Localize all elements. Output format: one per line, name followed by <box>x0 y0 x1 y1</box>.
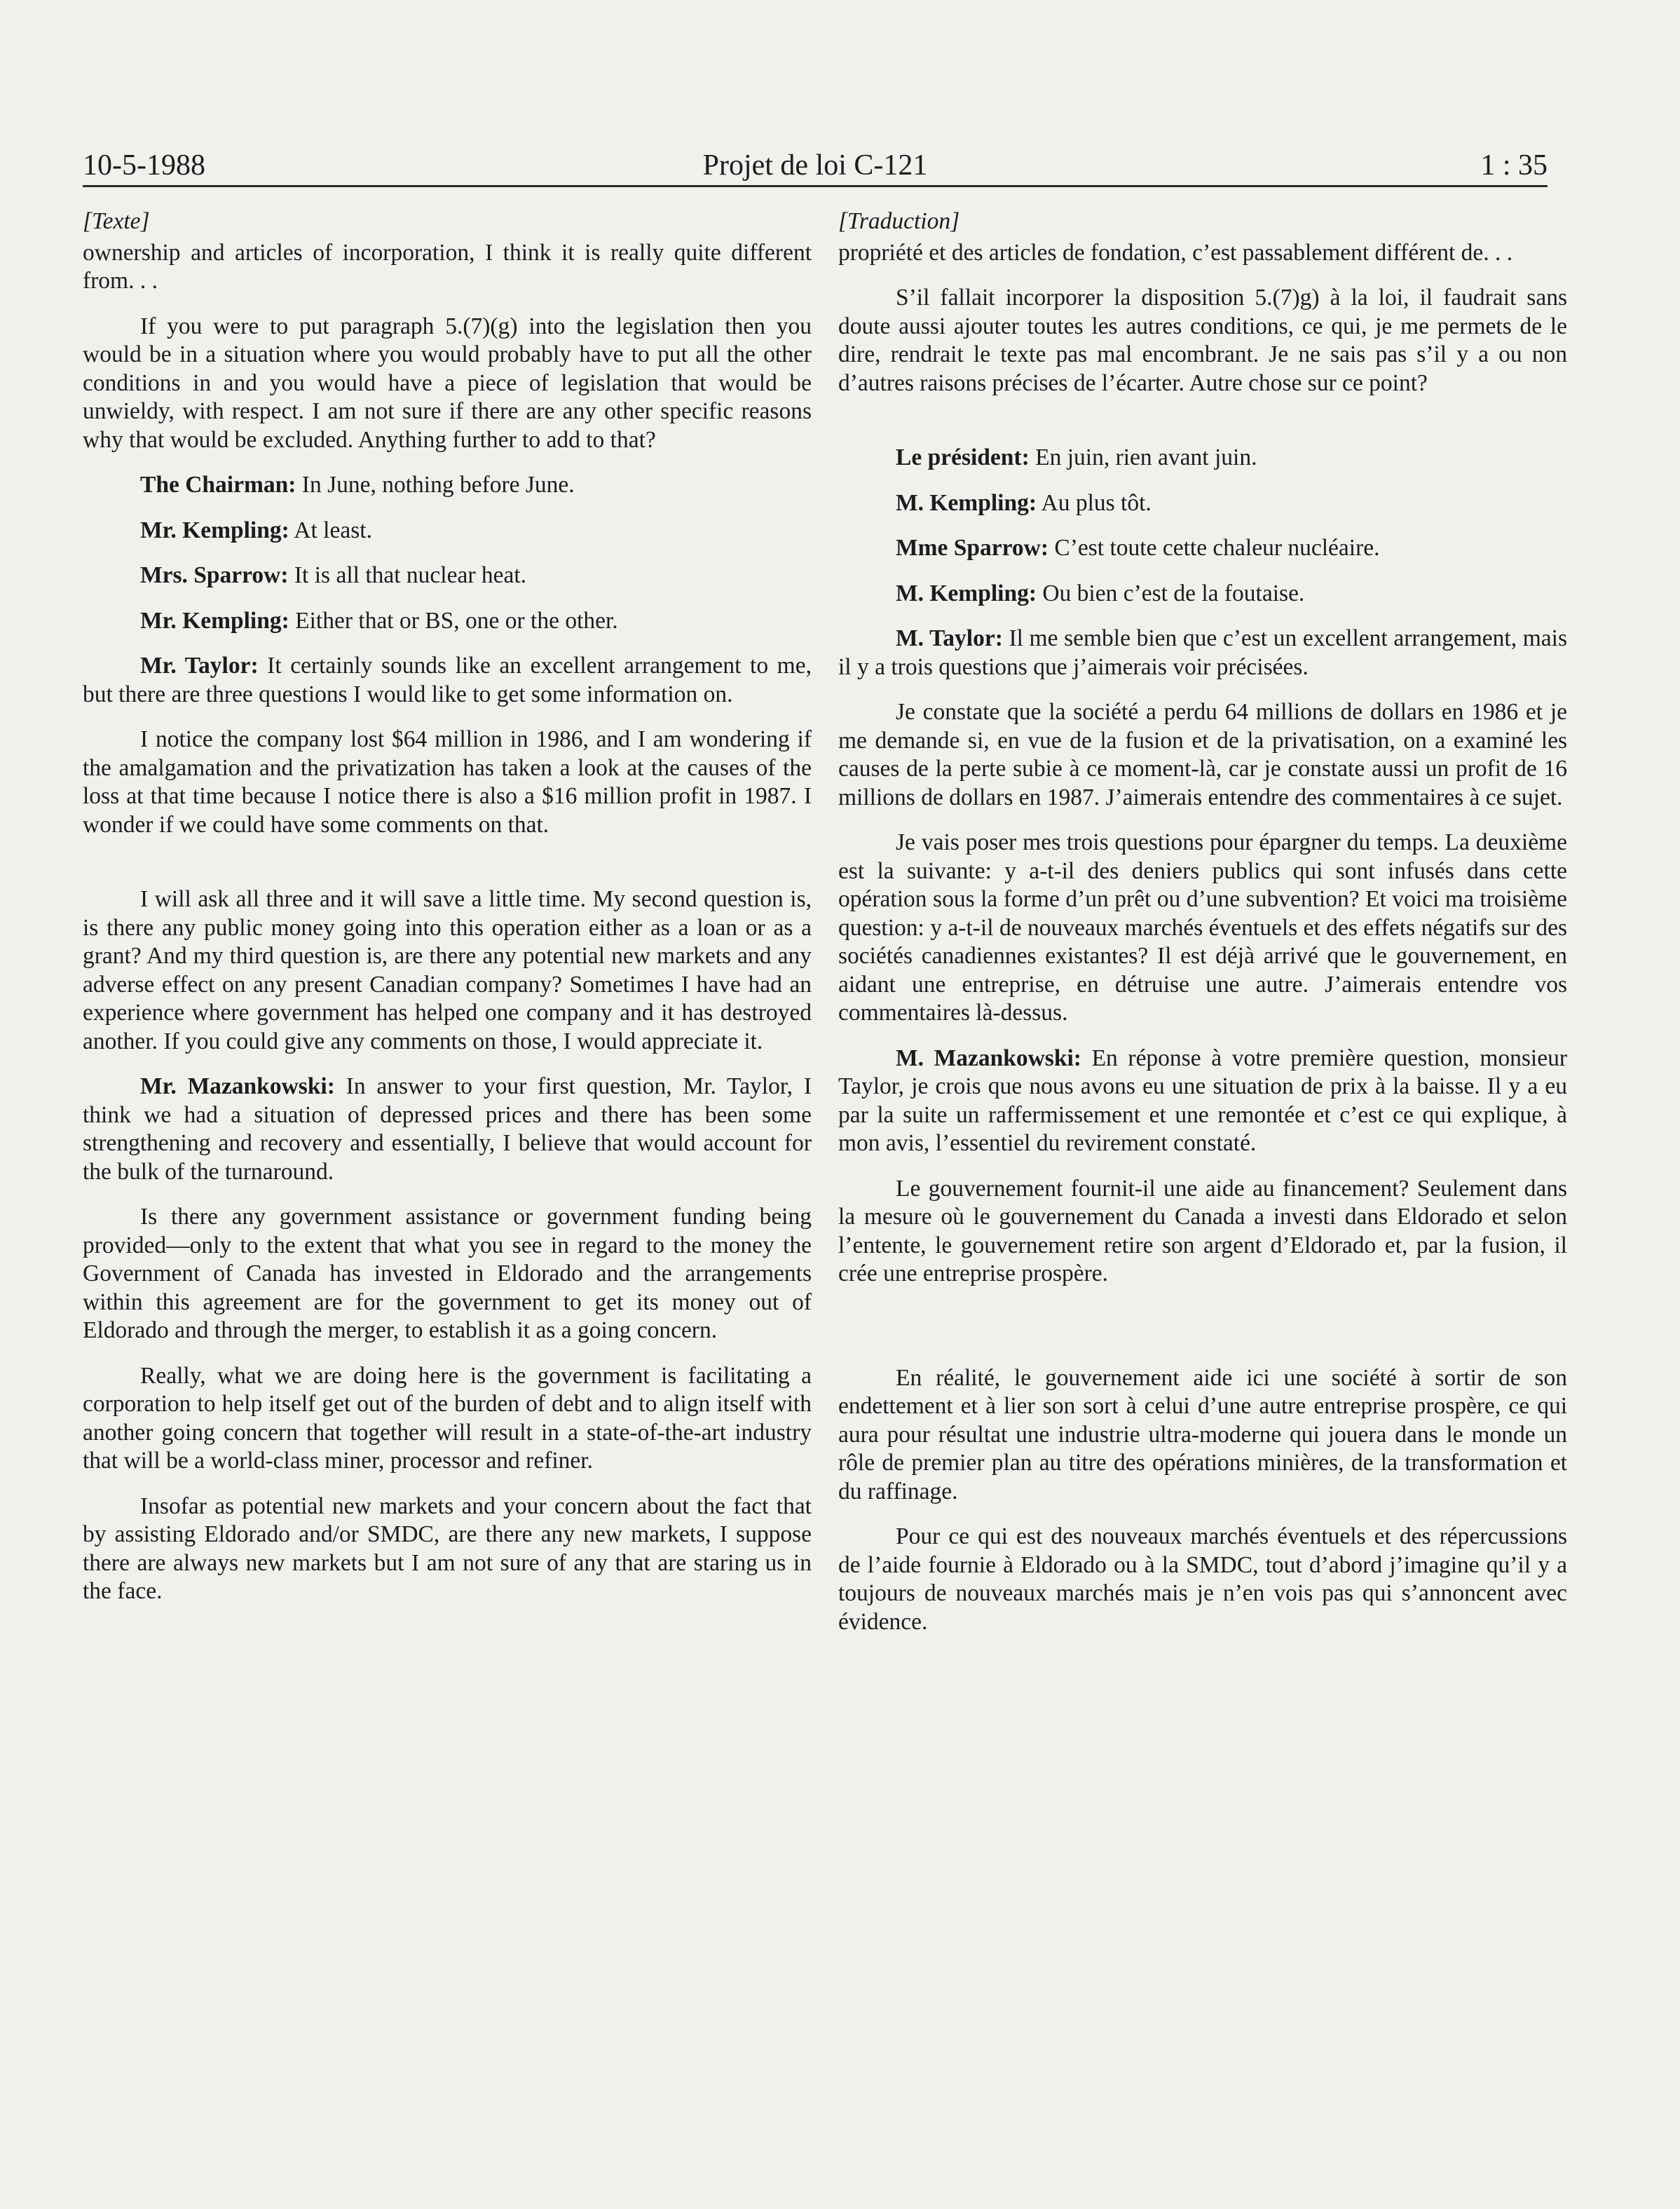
speaker-line <box>83 471 812 500</box>
paragraph: If you were to put paragraph 5.(7)(g) into the legislation then you would be in a situation where you would probably have to put all the other conditions in and you would have a piece of legislation that would be unwieldy, with respect. I am not sure if there are any other specific reasons why that would be excluded. Anything further to add to that? <box>83 313 812 453</box>
paragraph: Insofar as potential new markets and your concern about the fact that by assisting Eldorado and/or SMDC, are there any new markets, I suppose there are always new markets but I am not sure of any that are staring us in the face. <box>83 1493 812 1604</box>
speaker-line <box>838 489 1567 518</box>
speaker-text: In June, nothing before June. <box>296 472 575 498</box>
column-tag: [Traduction] <box>838 208 960 234</box>
speaker-name: M. Taylor: <box>896 625 1003 651</box>
speaker-line <box>838 580 1567 609</box>
speaker-text: Il me semble bien que c’est un excellent arrangement, mais il y a trois questions que j’aimerais voir précisées. <box>838 625 1567 680</box>
header-date: 10-5-1988 <box>83 149 205 182</box>
paragraph: En réalité, le gouvernement aide ici une société à sortir de son endettement et à lier son sort à celui d’une autre entreprise prospère, ce qui aura pour résultat une industrie ultra-moderne qui jouera dans le monde un rôle de premier plan au titre des opérations minières, de la transformation et du raffinage. <box>838 1364 1567 1504</box>
speaker-line <box>838 534 1567 563</box>
page-header <box>83 146 1548 188</box>
speaker-line <box>838 625 1567 681</box>
speaker-name: M. Kempling: <box>896 580 1037 606</box>
paragraph: I will ask all three and it will save a little time. My second question is, is there any public money going into this operation either as a loan or as a grant? And my third question is, are there any potential new markets and any adverse effect on any present Canadian company? Sometimes I have had an experience where government has helped one company and it has destroyed another. If you could give any comments on those, I would appreciate it. <box>83 886 812 1054</box>
speaker-name: Mr. Kempling: <box>140 517 289 543</box>
speaker-name: The Chairman: <box>140 472 296 498</box>
speaker-line <box>838 1045 1567 1158</box>
speaker-text: En juin, rien avant juin. <box>1029 444 1257 470</box>
spacer <box>838 414 1567 444</box>
paragraph: Is there any government assistance or government funding being provided—only to the extent that what you see in regard to the money the Government of Canada has invested in Eldorado and the arrangements within this agreement are for the government to get its money out of Eldorado and through the merger, to establish it as a going concern. <box>83 1204 812 1343</box>
header-title: Projet de loi C-121 <box>702 149 928 182</box>
speaker-text: Au plus tôt. <box>1036 489 1152 516</box>
speaker-line <box>83 652 812 709</box>
speaker-name: M. Kempling: <box>896 489 1037 516</box>
speaker-text: It certainly sounds like an excellent arrangement to me, but there are three questions I would like to get some information on. <box>83 653 812 707</box>
speaker-text: C’est toute cette chaleur nucléaire. <box>1049 535 1380 561</box>
english-column <box>83 208 812 1623</box>
speaker-text: In answer to your first question, Mr. Taylor, I think we had a situation of depressed prices and there has been some strengthening and recovery and essentially, I believe that would account for the bulk of the turnaround. <box>83 1073 812 1185</box>
paragraph: ownership and articles of incorporation, I think it is really quite different from. . . <box>83 239 812 294</box>
speaker-text: It is all that nuclear heat. <box>288 562 527 588</box>
paragraph: S’il fallait incorporer la disposition 5.(7)g) à la loi, il faudrait sans doute aussi ajouter toutes les autres conditions, ce qui, je me permets de le dire, rendrait le texte pas mal encombrant. Je ne sais pas s’il y a ou non d’autres raisons précises de l’écarter. Autre chose sur ce point? <box>838 285 1567 396</box>
speaker-line <box>838 444 1567 473</box>
speaker-name: M. Mazankowski: <box>896 1045 1081 1071</box>
header-page-number: 1 : 35 <box>1480 149 1548 182</box>
french-column <box>838 208 1567 1653</box>
paragraph: Really, what we are doing here is the government is facilitating a corporation to help itself get out of the burden of debt and to align itself with another going concern that together will result in a state-of-the-art industry that will be a world-class miner, processor and refiner. <box>83 1362 812 1474</box>
speaker-name: Mrs. Sparrow: <box>140 562 289 588</box>
column-tag: [Texte] <box>83 208 150 234</box>
speaker-text: En réponse à votre première question, monsieur Taylor, je crois que nous avons eu une situation de prix à la baisse. Il y a eu par la suite un raffermissement et une remontée et c’est ce qui explique, à mon avis, l’essentiel du revirement constaté. <box>838 1045 1567 1156</box>
speaker-line <box>83 607 812 636</box>
paragraph: I notice the company lost $64 million in 1986, and I am wondering if the amalgamation and the privatization has taken a look at the causes of the loss at that time because I notice there is also a $16 million profit in 1987. I wonder if we could have some comments on that. <box>83 726 812 838</box>
speaker-text: At least. <box>289 517 372 543</box>
speaker-line <box>83 517 812 545</box>
spacer <box>83 856 812 885</box>
paragraph: Je vais poser mes trois questions pour épargner du temps. La deuxième est la suivante: y a-t-il des deniers publics qui sont infusés dans cette opération sous la forme d’un prêt ou d’une subvention? Et voici ma troisième question: y a-t-il de nouveaux marchés éventuels et des effets négatifs sur des sociétés canadiennes existantes? Il est déjà arrivé que le gouvernement, en aidant une entreprise, en détruise une autre. J’aimerais entendre vos commentaires là-dessus. <box>838 829 1567 1026</box>
spacer <box>838 1305 1567 1364</box>
speaker-name: Le président: <box>896 444 1030 470</box>
speaker-text: Either that or BS, one or the other. <box>289 607 618 634</box>
paragraph: propriété et des articles de fondation, c’est passablement différent de. . . <box>838 239 1513 266</box>
paragraph: Je constate que la société a perdu 64 millions de dollars en 1986 et je me demande si, en vue de la fusion et de la privatisation, on a examiné les causes de la perte subie à ce moment-là, car je constate aussi un profit de 16 millions de dollars en 1987. J’aimerais entendre des commentaires à ce sujet. <box>838 699 1567 810</box>
speaker-name: Mme Sparrow: <box>896 535 1049 561</box>
speaker-text: Ou bien c’est de la foutaise. <box>1036 580 1305 606</box>
speaker-name: Mr. Kempling: <box>140 607 289 634</box>
paragraph: Le gouvernement fournit-il une aide au financement? Seulement dans la mesure où le gouvernement du Canada a investi dans Eldorado et selon l’entente, le gouvernement retire son argent d’Eldorado et, par la fusion, il crée une entreprise prospère. <box>838 1175 1567 1286</box>
header-rule <box>83 185 1548 187</box>
paragraph: Pour ce qui est des nouveaux marchés éventuels et des répercussions de l’aide fournie à Eldorado ou à la SMDC, tout d’abord j’imagine qu’il y a toujours de nouveaux marchés mais je n’en vois pas qui s’annoncent avec évidence. <box>838 1523 1567 1635</box>
speaker-name: Mr. Taylor: <box>140 653 259 679</box>
speaker-name: Mr. Mazankowski: <box>140 1073 335 1099</box>
speaker-line <box>83 1073 812 1186</box>
speaker-line <box>83 562 812 590</box>
